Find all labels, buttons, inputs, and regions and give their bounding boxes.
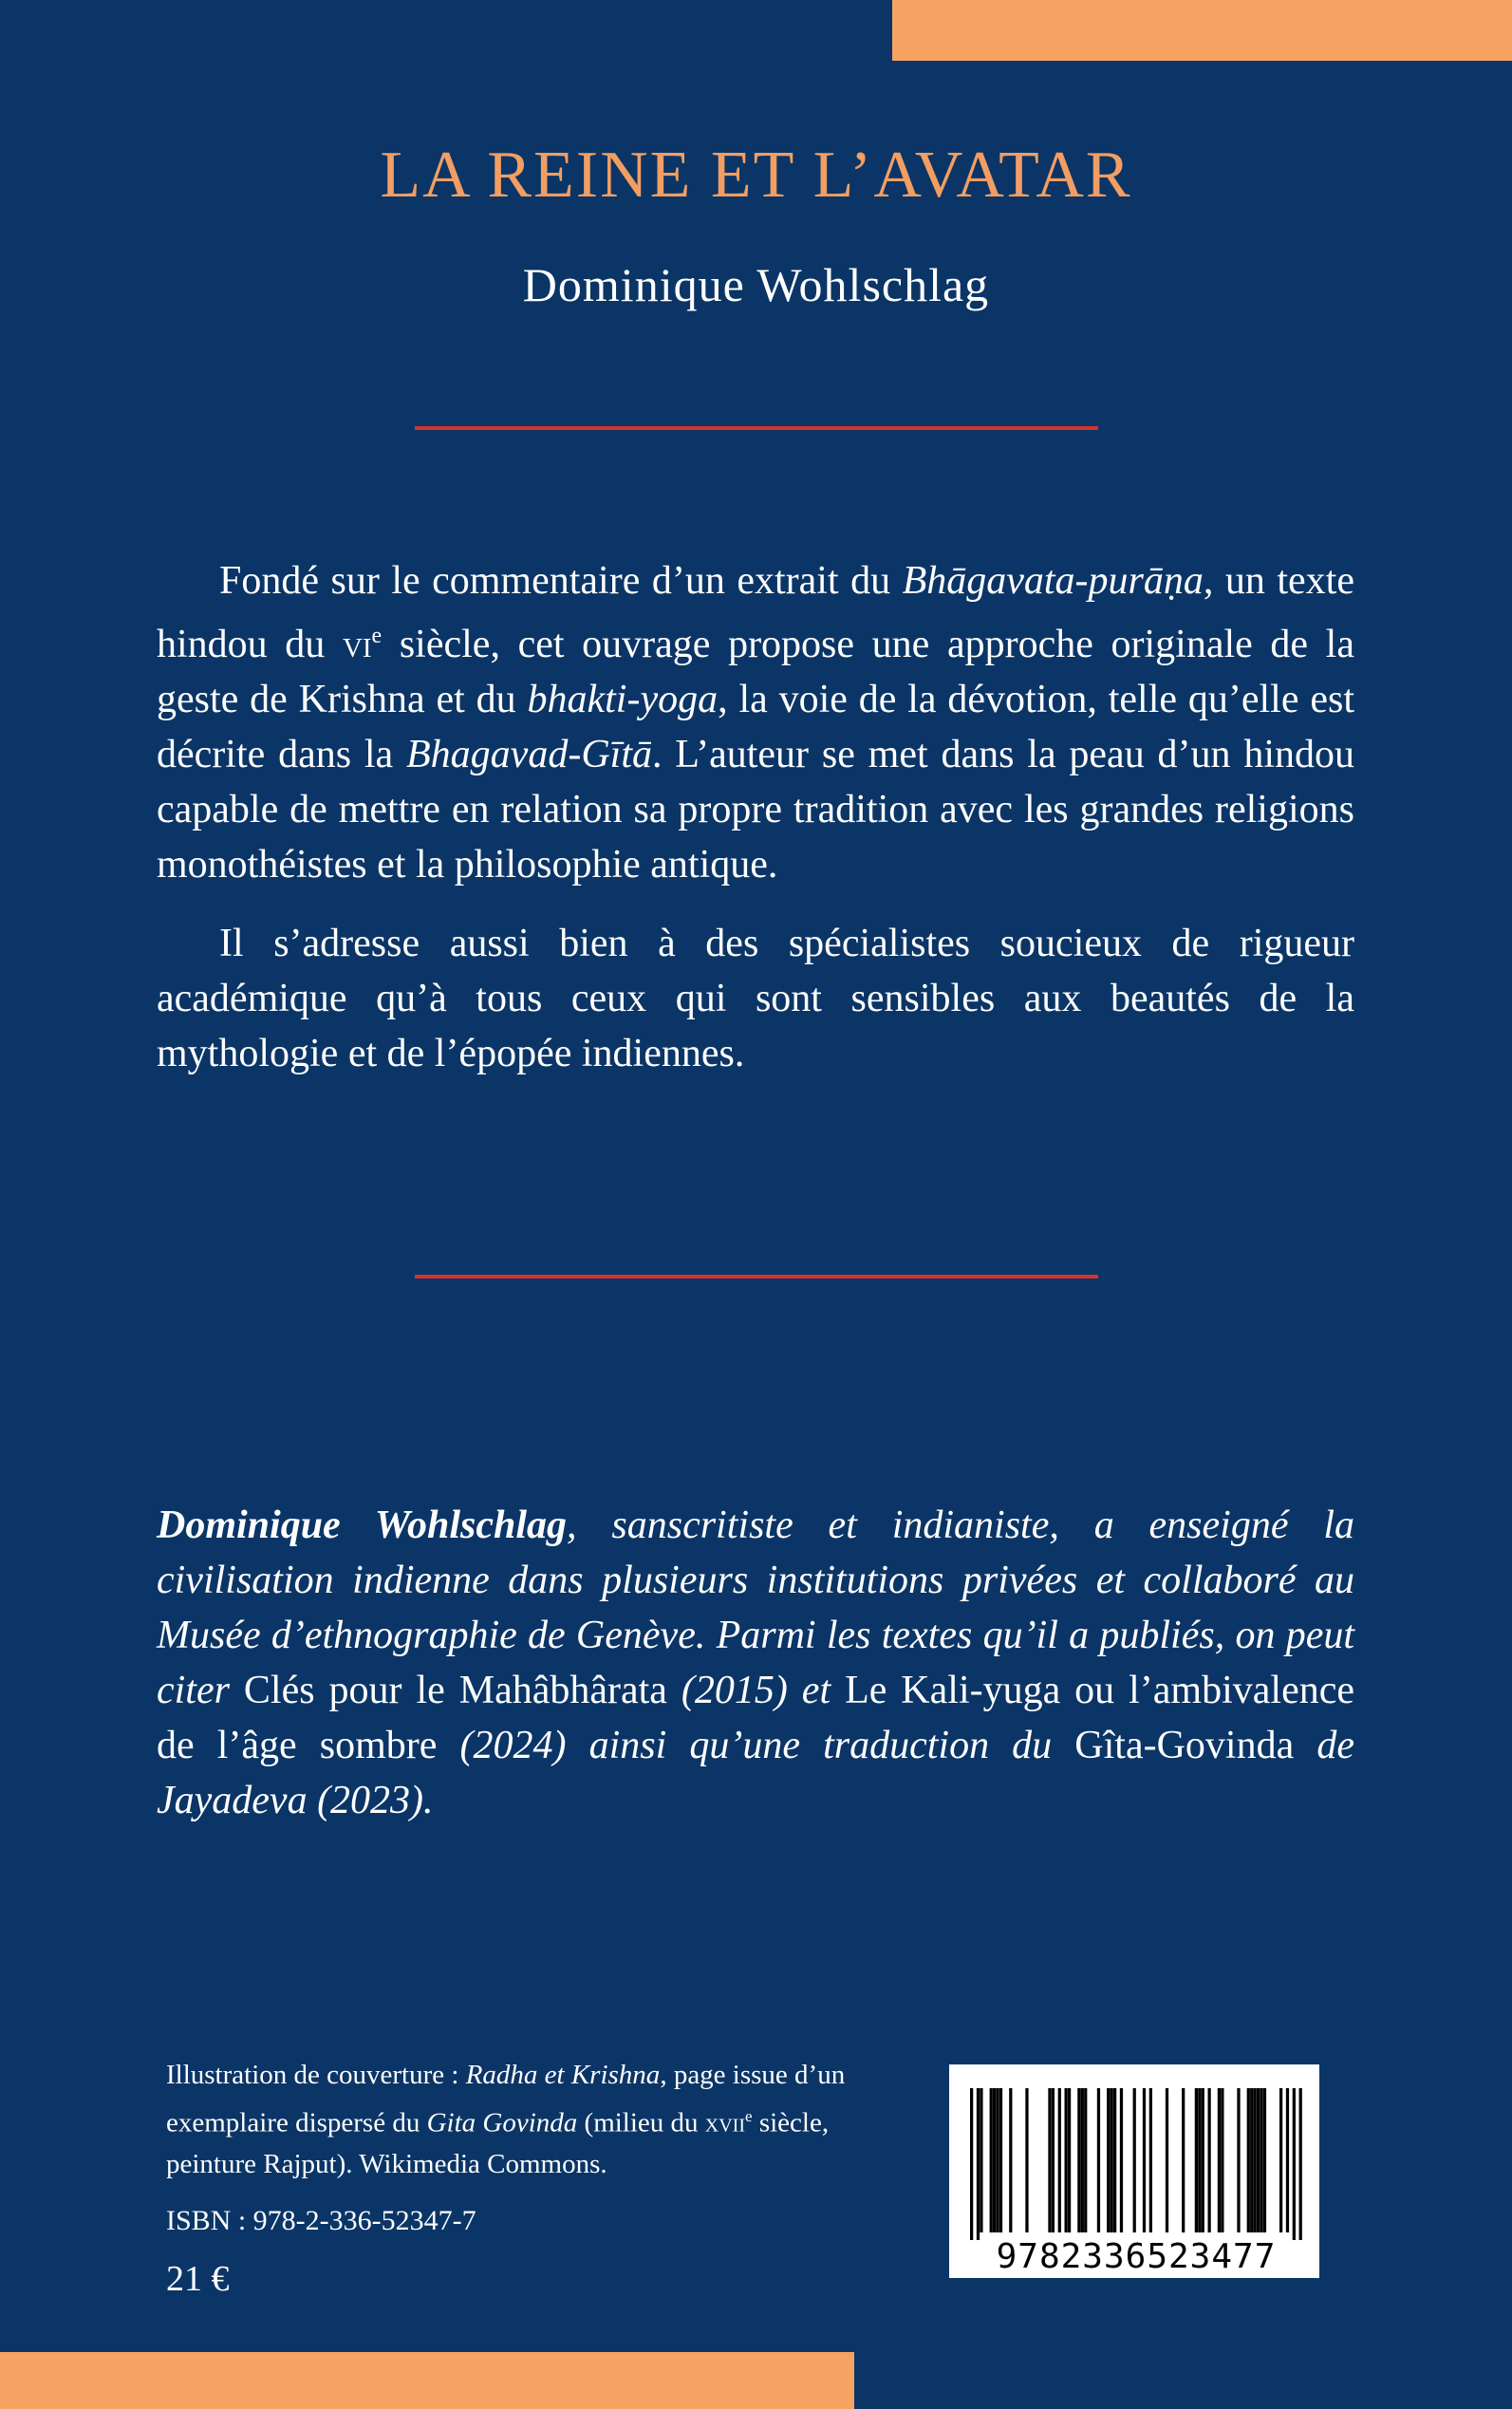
barcode-bar (970, 2088, 973, 2240)
italic-term: bhakti-yoga (527, 678, 719, 721)
barcode-bar (1257, 2088, 1260, 2232)
text-span: (milieu du (577, 2107, 705, 2138)
barcode-bar (1058, 2088, 1061, 2232)
barcode-bar (1237, 2088, 1240, 2232)
isbn: ISBN : 978-2-336-52347-7 (166, 2205, 476, 2236)
summary-text: Il s’adresse aussi bien à des spécialistes soucieux de rigueur académique qu’à tous ceux qui sont sensibles aux beautés de la mythologie et de l’épopée indiennes. (157, 922, 1354, 1075)
author-bio (157, 1498, 1354, 1828)
text-span: , page issue d’un exemplaire dispersé du (166, 2060, 846, 2138)
barcode-bar (1009, 2088, 1012, 2232)
barcode-bar (1065, 2088, 1068, 2232)
barcode-bar (1254, 2088, 1257, 2232)
barcode-bar (1149, 2088, 1152, 2232)
barcode-bar (1084, 2088, 1087, 2232)
barcode-bar (1166, 2088, 1168, 2232)
text-span: siècle, peinture Rajput). Wikimedia Commons. (166, 2107, 830, 2179)
barcode-bar (1111, 2088, 1113, 2232)
barcode-bar (996, 2088, 999, 2232)
barcode-icon (970, 2088, 1302, 2240)
barcode-bar (1048, 2088, 1051, 2232)
barcode-bar (1097, 2088, 1100, 2232)
barcode-bar (1081, 2088, 1084, 2232)
text-span: , un texte hindou du (157, 559, 1354, 666)
text-span: siècle, cet ouvrage propose une approche originale de la geste de Krishna et du (157, 623, 1354, 721)
barcode-bar (1263, 2088, 1266, 2232)
bio-text: (2024) ainsi qu’une traduction du (437, 1724, 1075, 1767)
barcode-bar (1195, 2088, 1198, 2232)
text-span: , la voie de la dévotion, telle qu’elle est décrite dans la (157, 678, 1354, 776)
barcode-bar (977, 2088, 980, 2240)
orange-band-top (892, 0, 1512, 61)
text-span: Illustration de couverture : (166, 2060, 466, 2090)
divider-top (415, 426, 1098, 430)
barcode-bar (1025, 2088, 1028, 2232)
italic-term: Gita Govinda (426, 2107, 578, 2138)
bio-text: de Jayadeva (2023). (157, 1724, 1354, 1822)
bio-book-title: Le Kali-yuga ou l’ambivalence de l’âge sombre (157, 1669, 1354, 1767)
barcode-bar (993, 2088, 996, 2232)
barcode-bar (1052, 2088, 1055, 2232)
barcode-bar (1133, 2088, 1136, 2232)
barcode-bar (1113, 2088, 1116, 2232)
barcode-bar (1143, 2088, 1146, 2232)
barcode-bar (1260, 2088, 1262, 2232)
barcode-bar (1286, 2088, 1289, 2232)
barcode-bar (1218, 2088, 1221, 2232)
cover-illustration-credit (166, 2055, 864, 2185)
barcode-bar (1207, 2088, 1210, 2232)
book-title: LA REINE ET L’AVATAR (380, 139, 1132, 212)
barcode-bar (1198, 2088, 1201, 2232)
barcode-bar (1293, 2088, 1296, 2240)
barcode-digits: 9782336523477 (996, 2237, 1277, 2276)
bio-book-title: Gîta-Govinda (1074, 1724, 1295, 1767)
bio-author-name: Dominique Wohlschlag (157, 1503, 568, 1547)
century-numeral: xvii (704, 2107, 746, 2138)
divider-bottom (415, 1275, 1098, 1279)
italic-term: Bhāgavata-purāṇa (902, 559, 1204, 603)
barcode-bar (1202, 2088, 1204, 2232)
barcode-bar (1068, 2088, 1071, 2232)
orange-band-bottom (0, 2352, 854, 2409)
superscript: e (371, 624, 383, 648)
barcode-bar (1247, 2088, 1250, 2232)
bio-text: (2015) et (666, 1669, 846, 1712)
italic-term: Bhagavad-Gītā (406, 733, 652, 776)
bio-text: , sanscritiste et indianiste, a enseigné la civilisation indienne dans plusieurs institutions privées et collaboré au Musée d’ethnographie de Genève. Parmi les textes qu’il a publiés, on peut citer (157, 1503, 1354, 1712)
summary-paragraph-2 (157, 916, 1354, 1081)
price: 21 € (166, 2259, 230, 2299)
bio-book-title: Clés pour le Mahâbhârata (243, 1669, 667, 1712)
book-author: Dominique Wohlschlag (522, 258, 990, 311)
barcode-bar (990, 2088, 993, 2232)
text-span: . L’auteur se met dans la peau d’un hindou capable de mettre en relation sa propre tradition avec les grandes religions monothéistes et la philosophie antique. (157, 733, 1355, 887)
barcode-bar (999, 2088, 1002, 2232)
barcode-bar (1120, 2088, 1123, 2232)
barcode-bar (1107, 2088, 1110, 2232)
century-numeral: vi (342, 623, 372, 666)
barcode-bar (980, 2088, 982, 2232)
barcode-bar (1279, 2088, 1282, 2232)
barcode-bar (1221, 2088, 1223, 2232)
barcode-bar (1182, 2088, 1185, 2232)
text-span: Fondé sur le commentaire d’un extrait du (219, 559, 903, 603)
barcode (949, 2064, 1319, 2278)
barcode-bar (1250, 2088, 1253, 2232)
summary-paragraph-1 (157, 553, 1354, 892)
barcode-bar (1299, 2088, 1302, 2240)
italic-term: Radha et Krishna (465, 2060, 661, 2090)
superscript: e (745, 2107, 753, 2125)
barcode-bar (1077, 2088, 1080, 2232)
